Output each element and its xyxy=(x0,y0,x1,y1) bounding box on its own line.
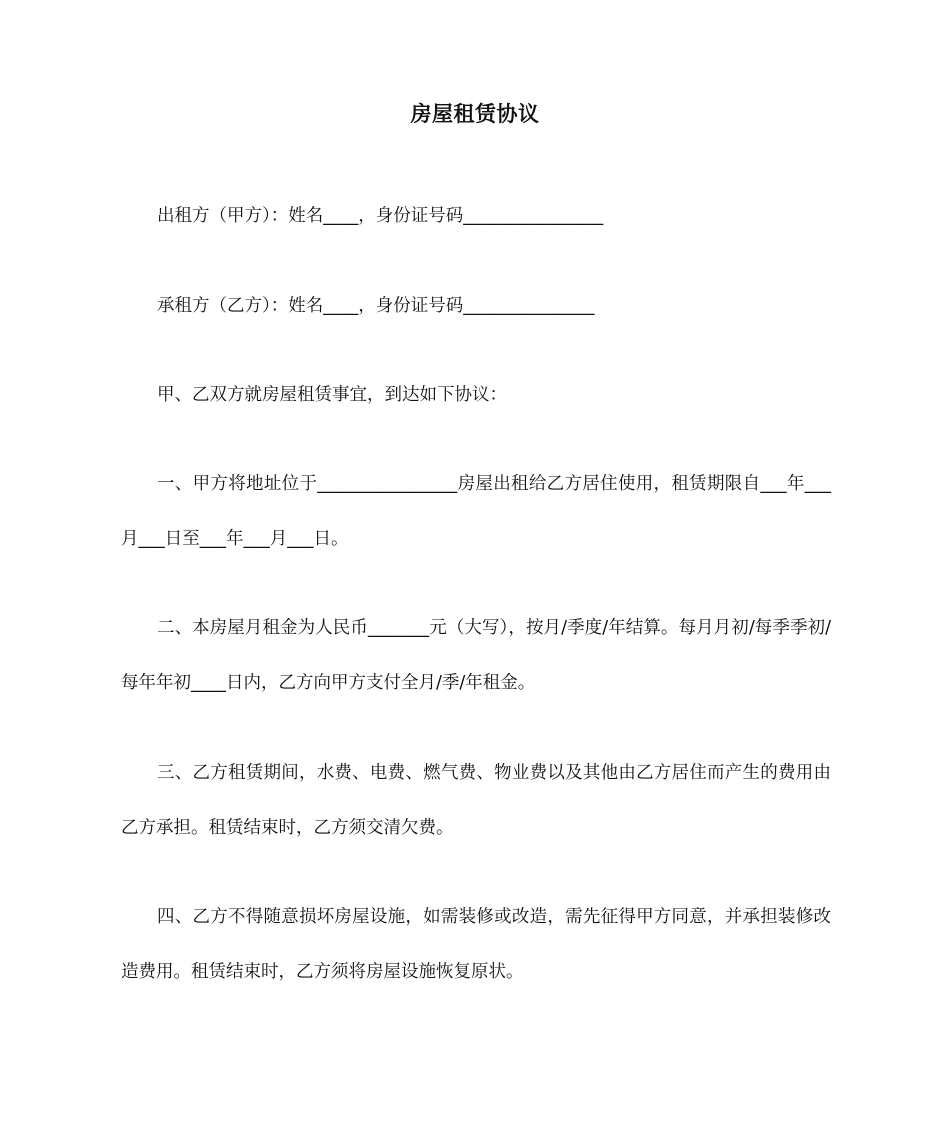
lessor-line: 出租方（甲方）：姓名____，身份证号码________________ xyxy=(157,206,604,226)
clause-3: 三、乙方租赁期间，水费、电费、燃气费、物业费以及其他由乙方居住而产生的费用由乙方承担。租赁结束时，乙方须交清欠费。 xyxy=(121,763,831,838)
clause-4: 四、乙方不得随意损坏房屋设施，如需装修或改造，需先征得甲方同意，并承担装修改造费用。租赁结束时，乙方须将房屋设施恢复原状。 xyxy=(121,907,831,982)
lessee-line: 承租方（乙方）：姓名____，身份证号码_______________ xyxy=(157,296,595,316)
clause-2: 二、本房屋月租金为人民币_______元（大写），按月/季度/年结算。每月月初/每季季初/每年年初____日内，乙方向甲方支付全月/季/年租金。 xyxy=(121,618,831,693)
intro-paragraph: 甲、乙双方就房屋租赁事宜，到达如下协议： xyxy=(157,385,507,405)
document-title: 房屋租赁协议 xyxy=(410,102,540,126)
clause-1: 一、甲方将地址位于________________房屋出租给乙方居住使用，租赁期限自___年___月___日至___年___月___日。 xyxy=(121,474,831,549)
